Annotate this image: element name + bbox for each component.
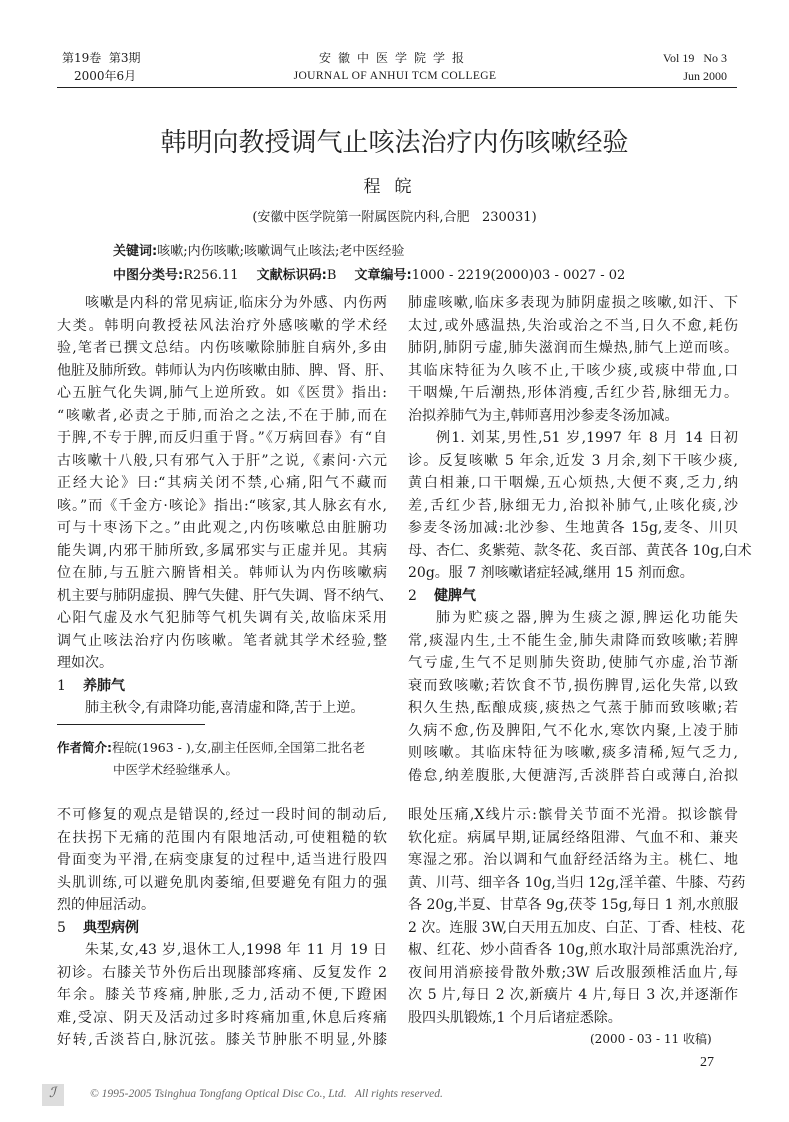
journal-volume-en — [663, 49, 727, 85]
paragraph-line: 验,笔者已撰文总结。内伤咳嗽除肺脏自病外,多由 — [57, 340, 387, 356]
paragraph-line: 肺主秋令,有肃降功能,喜清虚和降,苦于上逆。 — [85, 700, 365, 716]
issue-date: 2000年6月 — [74, 69, 137, 83]
journal-name-cn: 安徽中医学院学报 — [318, 51, 471, 65]
paragraph-line: 心阳气虚及水气犯肺等气机失调有关,故临床采用 — [57, 610, 387, 626]
paragraph-line: 则咳嗽。其临床特征为咳嗽,痰多清稀,短气乏力, — [408, 745, 738, 761]
paragraph-line: 久病不愈,伤及脾阳,气不化水,寒饮内聚,上凌于肺 — [408, 722, 738, 739]
volume-issue: 第19卷 第3期 — [62, 51, 141, 65]
author-bio-footnote — [57, 737, 387, 781]
paragraph-line: 母、杏仁、炙紫菀、款冬花、炙百部、黄芪各 10g,白术 — [408, 542, 752, 559]
author-affiliation: (安徽中医学院第一附属医院内科,合肥 230031) — [252, 210, 537, 225]
footnote-label: 作者简介: — [57, 740, 112, 755]
paragraph-line: 心五脏气化失调,肺气上逆所致。如《医贯》指出: — [57, 385, 387, 401]
paragraph-line: 大类。韩明向教授祛风法治疗外感咳嗽的学术经 — [57, 317, 387, 334]
section-title: 典型病例 — [83, 919, 139, 936]
paragraph-line: 机主要与肺阴虚损、脾气失健、肝气失调、肾不纳气、 — [57, 587, 393, 604]
paragraph-line: 参麦冬汤加减:北沙参、生地黄各 15g,麦冬、川贝 — [408, 520, 738, 536]
paragraph-line: 烈的伸屈活动。 — [57, 897, 155, 913]
paragraph-line: 正经大论》曰:“其病关闭不禁,心痛,阳气不藏而 — [57, 475, 387, 491]
paragraph-line: 好转,舌淡苔白,脉沉弦。膝关节肿胀不明显,外膝 — [57, 1032, 387, 1048]
section-number: 2 — [408, 587, 417, 604]
article-no-value: 1000 - 2219(2000)03 - 0027 - 02 — [411, 268, 626, 283]
paragraph-line: 太过,或外感温热,失治或治之不当,日久不愈,耗伤 — [408, 317, 738, 334]
volume-issue-en: Vol 19 No 3 — [662, 51, 727, 65]
paragraph-line: 黄、川芎、细辛各 10g,当归 12g,淫羊藿、牛膝、芍药 — [408, 874, 746, 891]
classification-line — [113, 264, 625, 283]
article-title: 韩明向教授调气止咳法治疗内伤咳嗽经验 — [160, 128, 629, 158]
paragraph-line: 难,受凉、阴天及活动过多时疼痛加重,休息后疼痛 — [57, 1009, 387, 1026]
paragraph-line: 年余。膝关节疼痛,肿胀,乏力,活动不便,下蹬困 — [57, 987, 387, 1003]
received-date: (2000 - 03 - 11 收稿) — [590, 1032, 712, 1046]
paragraph-line: 骨面变为平滑,在病变康复的过程中,适当进行股四 — [57, 852, 387, 868]
paragraph-line: 眼处压痛,X线片示:髌骨关节面不光滑。拟诊髌骨 — [408, 807, 738, 823]
paragraph-line: 朱某,女,43 岁,退休工人,1998 年 11 月 19 日 — [85, 942, 387, 958]
footnote-rule — [57, 724, 205, 725]
clc-value: R256.11 — [183, 268, 239, 283]
section-number: 5 — [57, 919, 66, 936]
paragraph-line: 调气止咳法治疗内伤咳嗽。笔者就其学术经验,整 — [57, 632, 387, 649]
section-title: 养肺气 — [83, 677, 125, 694]
article-no-label: 文章编号: — [354, 268, 412, 283]
doc-code-label: 文献标识码: — [256, 268, 327, 283]
paragraph-line: 不可修复的观点是错误的,经过一段时间的制动后, — [57, 807, 387, 823]
section-heading — [408, 585, 738, 608]
footnote-line-1: 程皖(1963 - ),女,副主任医师,全国第二批名老 — [112, 740, 366, 755]
clc-label: 中图分类号: — [113, 268, 184, 283]
footnote-line-2: 中医学术经验继承人。 — [113, 762, 239, 777]
paragraph-line: 其临床特征为久咳不止,干咳少痰,或痰中带血,口 — [408, 362, 738, 379]
paragraph-line: 于脾,不专于脾,而反归重于肾。”《万病回春》有“自 — [57, 430, 387, 446]
paragraph-line: 衰而致咳嗽;若饮食不节,损伤脾胃,运化失常,以致 — [408, 677, 738, 694]
section-title: 健脾气 — [434, 587, 476, 604]
paragraph-line: 常,痰湿内生,土不能生金,肺失肃降而致咳嗽;若脾 — [408, 632, 738, 649]
cnki-logo-icon: ℐ — [42, 1084, 64, 1106]
doc-code-value: B — [326, 268, 337, 283]
section-heading — [57, 917, 387, 940]
journal-name — [200, 49, 590, 85]
paragraph-line: 位在肺,与五脏六腑皆相关。韩师认为内伤咳嗽病 — [57, 565, 387, 581]
paragraph-line: 股四头肌锻炼,1 个月后诸症悉除。 — [408, 1009, 622, 1026]
paragraph-line: 夜间用消瘀接骨散外敷;3W 后改服颈椎活血片,每 — [408, 964, 738, 981]
paragraph-line: 肺虚咳嗽,临床多表现为肺阴虚损之咳嗽,如汗、下 — [408, 295, 738, 311]
header-rule — [57, 87, 737, 88]
issue-date-en: Jun 2000 — [683, 69, 727, 83]
article-author: 程皖 — [363, 177, 426, 197]
paragraph-line: 倦怠,纳差腹胀,大便溏泻,舌淡胖苔白或薄白,治拟 — [408, 767, 738, 784]
paragraph-line: 椒、红花、炒小茴香各 10g,煎水取汁局部熏洗治疗, — [408, 942, 738, 958]
copyright-notice: © 1995-2005 Tsinghua Tongfang Optical Disc Co., Ltd. All rights reserved. — [90, 1088, 443, 1100]
paragraph-line: 初诊。右膝关节外伤后出现膝部疼痛、反复发作 2 — [57, 964, 387, 981]
paragraph-line: 诊。反复咳嗽 5 年余,近发 3 月余,刻下干咳少痰, — [408, 452, 738, 469]
paragraph-line: 气亏虚,生气不足则肺失资助,使肺气亦虚,治节渐 — [408, 655, 738, 671]
paragraph-line: 20g。服 7 剂咳嗽诸症轻减,继用 15 剂而愈。 — [408, 565, 694, 581]
paragraph-line: 咳。”而《千金方·咳论》指出:“咳家,其人脉玄有水, — [57, 497, 387, 514]
body-column-bottom-right — [408, 804, 746, 1029]
paragraph-line: 2 次。连服 3W,白天用五加皮、白芷、丁香、桂枝、花 — [408, 919, 746, 936]
page-number: 27 — [700, 1055, 714, 1070]
paragraph-line: 在扶拐下无痛的范围内有限地活动,可使粗糙的软 — [57, 829, 387, 846]
keywords-value: 咳嗽;内伤咳嗽;咳嗽调气止咳法;老中医经验 — [157, 244, 405, 259]
paragraph-line: 治拟养肺气为主,韩师喜用沙参麦冬汤加减。 — [408, 407, 679, 424]
paragraph-line: 肺为贮痰之器,脾为生痰之源,脾运化功能失 — [436, 610, 738, 626]
journal-name-en: JOURNAL OF ANHUI TCM COLLEGE — [293, 70, 497, 82]
paragraph-line: 差,舌红少苔,脉细无力,治拟补肺气,止咳化痰,沙 — [408, 497, 738, 514]
body-column-bottom-left — [57, 804, 387, 1052]
section-heading — [57, 675, 387, 698]
paragraph-line: “咳嗽者,必责之于肺,而治之之法,不在于肺,而在 — [57, 407, 387, 424]
paragraph-line: 咳嗽是内科的常见病证,临床分为外感、内伤两 — [85, 295, 387, 311]
paragraph-line: 肺阴,肺阴亏虚,肺失滋润而生燥热,肺气上逆而咳。 — [408, 340, 738, 356]
journal-issue-info — [62, 49, 141, 85]
body-column-top-left — [57, 292, 393, 720]
paragraph-line: 黄白相兼,口干咽燥,五心烦热,大便不爽,乏力,纳 — [408, 475, 738, 491]
paragraph-line: 他脏及肺所致。韩师认为内伤咳嗽由肺、脾、肾、肝、 — [57, 362, 393, 379]
section-number: 1 — [57, 677, 66, 694]
keywords — [113, 240, 404, 259]
paragraph-line: 例1. 刘某,男性,51 岁,1997 年 8 月 14 日初 — [436, 430, 738, 446]
paragraph-line: 寒湿之邪。治以调和气血舒经活络为主。桃仁、地 — [408, 852, 738, 868]
paragraph-line: 可与十枣汤下之。”由此观之,内伤咳嗽总由脏腑功 — [57, 520, 387, 536]
body-column-top-right — [408, 292, 752, 787]
keywords-label: 关键词: — [113, 244, 158, 259]
paragraph-line: 理如次。 — [57, 655, 113, 671]
paragraph-line: 古咳嗽十八般,只有邪气入于肝”之说,《素问·六元 — [57, 452, 387, 469]
paragraph-line: 干咽燥,午后潮热,形体消瘦,舌红少苔,脉细无力。 — [408, 385, 738, 401]
paragraph-line: 软化症。病属早期,证属经络阻滞、气血不和、兼夹 — [408, 829, 738, 846]
paragraph-line: 各 20g,半夏、甘草各 9g,茯苓 15g,每日 1 剂,水煎服 — [408, 897, 739, 913]
paragraph-line: 次 5 片,每日 2 次,新癀片 4 片,每日 3 次,并逐渐作 — [408, 987, 738, 1003]
paragraph-line: 能失调,内邪干肺所致,多属邪实与正虚并见。其病 — [57, 542, 387, 559]
paragraph-line: 积久生热,酝酿成痰,痰热之气蒸于肺而致咳嗽;若 — [408, 700, 738, 716]
paragraph-line: 头肌训练,可以避免肌肉萎缩,但要避免有阻力的强 — [57, 874, 387, 891]
